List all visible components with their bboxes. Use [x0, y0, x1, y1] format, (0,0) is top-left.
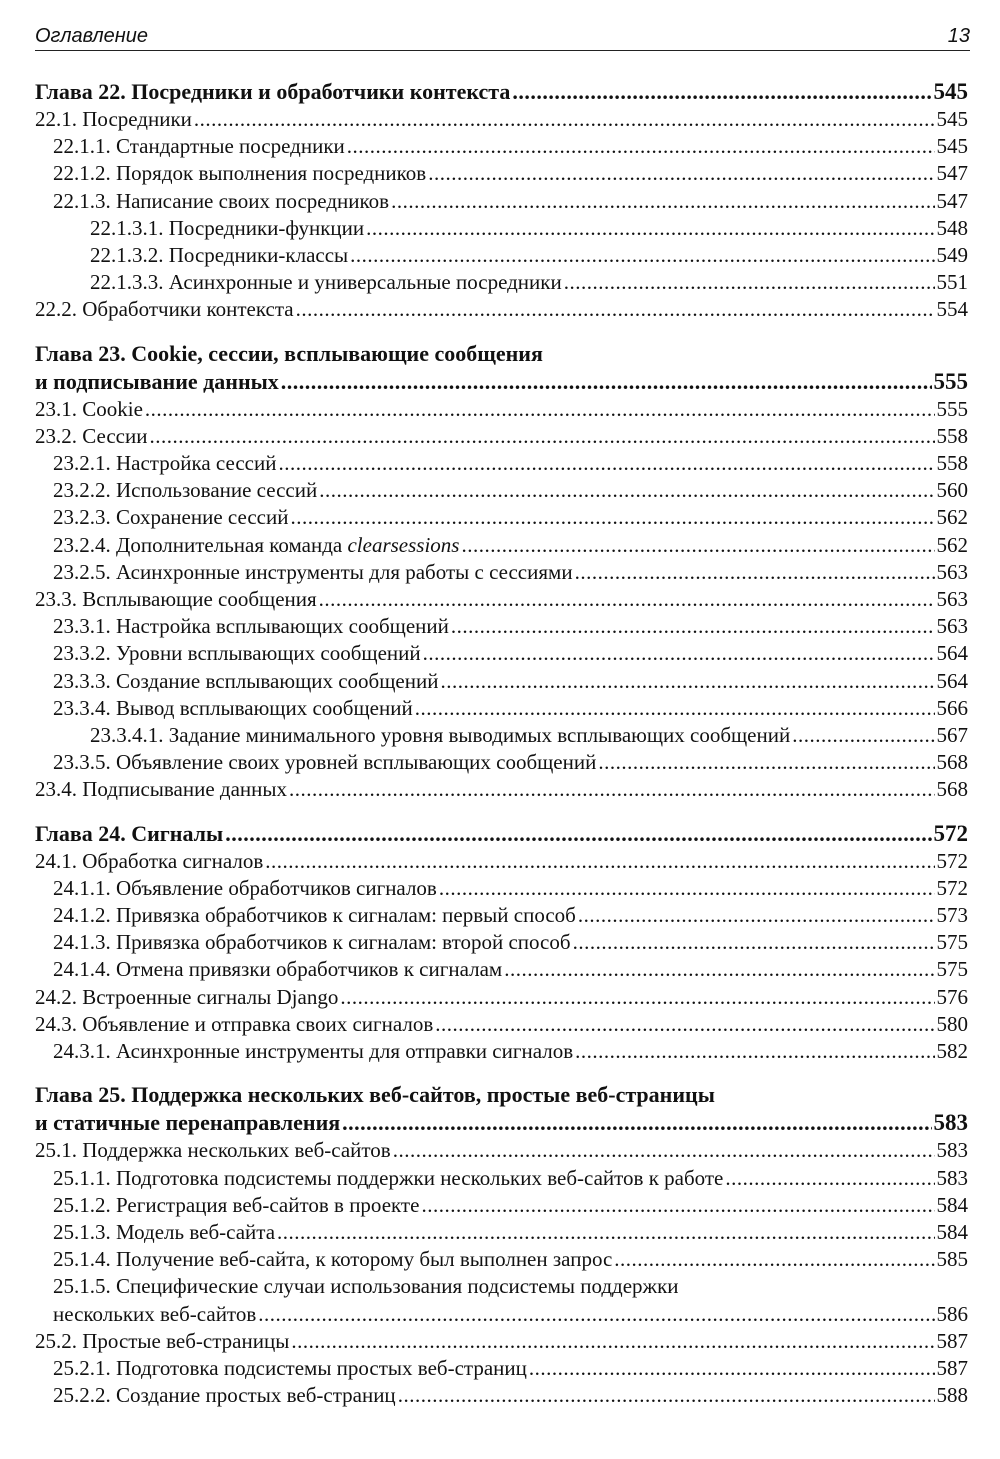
toc-entry-number: 23.2.3. [53, 505, 111, 530]
table-of-contents [35, 78, 968, 1425]
toc-entry-number: 22.1.3.1. [90, 215, 164, 240]
toc-entry-page-number: 549 [936, 243, 968, 268]
toc-entry-number: 23.3.4. [53, 695, 111, 720]
toc-entry-text: Обработчики контекста [82, 297, 294, 322]
toc-entry-title [90, 242, 348, 269]
toc-entry-number: 23.2.5. [53, 559, 111, 584]
toc-entry-page-number: 588 [936, 1383, 968, 1408]
toc-entry-number: 22.1. [35, 107, 77, 131]
running-header [35, 22, 970, 51]
dot-leader [347, 133, 935, 160]
toc-entry [35, 984, 968, 1011]
chapter-page-number: 583 [933, 1110, 968, 1136]
dot-leader [575, 1038, 934, 1065]
chapter-page-number: 555 [933, 368, 968, 394]
toc-entry-page-number: 572 [936, 875, 968, 900]
toc-entry-page-number: 584 [936, 1192, 968, 1217]
toc-entry-number: 23.2.4. [53, 532, 111, 557]
toc-entry [35, 450, 968, 477]
toc-entry-page-number: 563 [936, 587, 968, 612]
toc-entry-number: 24.1.1. [53, 875, 111, 900]
chapter-title [35, 1109, 968, 1137]
toc-entry-title [53, 504, 288, 531]
toc-entry-text: Простые веб-страницы [82, 1328, 290, 1353]
toc-entry [35, 396, 968, 423]
dot-leader [278, 450, 934, 477]
running-header-page-number: 13 [947, 25, 970, 47]
toc-entry-number: 23.3.5. [53, 750, 111, 775]
toc-entry-title [53, 160, 426, 187]
chapter-title-line [35, 340, 968, 368]
chapter-page-number: 572 [933, 820, 968, 846]
toc-entry-number: 25.1.5. [53, 1274, 111, 1299]
toc-entry-number: 24.1.3. [53, 930, 111, 955]
dot-leader [149, 423, 934, 450]
toc-entry-number: 22.1.2. [53, 161, 111, 186]
toc-entry-text: Асинхронные и универсальные посредники [168, 270, 562, 295]
toc-entry-number: 25.1.3. [53, 1219, 111, 1244]
toc-entry-title [35, 984, 338, 1011]
toc-entry-page-number: 587 [936, 1355, 968, 1380]
toc-entry-title [53, 1246, 612, 1273]
toc-entry-title [35, 1137, 391, 1164]
toc-entry-title [35, 106, 192, 133]
toc-entry-text: Поддержка нескольких веб-сайтов [82, 1138, 391, 1163]
toc-entry-text: Посредники-функции [168, 215, 365, 240]
toc-entry-text: Подготовка подсистемы простых веб-страниц [116, 1355, 527, 1380]
chapter-title-first-line: Глава 25. Поддержка нескольких веб-сайтов, простые веб-страницы [35, 1082, 715, 1108]
toc-entry-number: 25.1.4. [53, 1247, 111, 1272]
toc-entry [35, 504, 968, 531]
toc-entry-text: Привязка обработчиков к сигналам: первый способ [116, 903, 576, 928]
toc-entry-text: Асинхронные инструменты для работы с сессиями [116, 559, 573, 584]
dot-leader [194, 106, 935, 133]
dot-leader [391, 188, 934, 215]
toc-entry-title [35, 1328, 289, 1355]
toc-entry-number: 23.2. [35, 423, 77, 448]
toc-entry-page-number: 545 [936, 107, 968, 131]
toc-entry-number: 22.1.1. [53, 134, 111, 159]
dot-leader [578, 902, 935, 929]
toc-entry [35, 477, 968, 504]
dot-leader [439, 875, 935, 902]
toc-entry-number: 25.2. [35, 1328, 77, 1353]
toc-entry-text: Объявление обработчиков сигналов [116, 875, 437, 900]
toc-entry [35, 1137, 968, 1164]
toc-entry-title [53, 1219, 275, 1246]
toc-entry [35, 875, 968, 902]
toc-entry-text: Дополнительная команда [116, 532, 343, 557]
toc-entry-title [35, 848, 263, 875]
toc-entry [35, 106, 968, 133]
toc-entry [35, 296, 968, 323]
chapter-title-text: и подписывание данных [35, 368, 279, 394]
toc-entry-italic-term: clearsessions [347, 532, 460, 557]
toc-entry-number: 23.3.3. [53, 668, 111, 693]
toc-entry-title [35, 296, 294, 323]
toc-entry-text: Уровни всплывающих сообщений [116, 641, 421, 666]
toc-entry-page-number: 586 [936, 1301, 968, 1326]
toc-entry-number: 24.1. [35, 848, 77, 873]
toc-entry-title [35, 1011, 433, 1038]
toc-entry-text: Задание минимального уровня выводимых всплывающих сообщений [168, 723, 791, 748]
toc-entry-text: Написание своих посредников [116, 188, 390, 213]
toc-entry-title [53, 1038, 573, 1065]
dot-leader [366, 215, 934, 242]
toc-entry [35, 749, 968, 776]
toc-entry-page-number: 584 [936, 1219, 968, 1244]
dot-leader [393, 1137, 935, 1164]
dot-leader [725, 1165, 934, 1192]
toc-entry-number: 23.3.1. [53, 614, 111, 639]
toc-entry [35, 1192, 968, 1219]
toc-entry [35, 640, 968, 667]
toc-entry-title [53, 559, 573, 586]
dot-leader [423, 640, 935, 667]
dot-leader [435, 1011, 934, 1038]
toc-entry-page-number: 562 [936, 532, 968, 557]
toc-entry-title [53, 695, 413, 722]
toc-entry-page-number: 555 [936, 396, 968, 421]
toc-entry-page-number: 568 [936, 750, 968, 775]
chapter-title [35, 78, 968, 106]
toc-entry-page-number: 582 [936, 1039, 968, 1064]
chapter-title-text: Глава 22. Посредники и обработчики контекста [35, 79, 511, 104]
toc-entry-page-number: 576 [936, 984, 968, 1009]
toc-entry-number: 25.1.2. [53, 1192, 111, 1217]
dot-leader [461, 532, 934, 559]
toc-entry-number: 22.2. [35, 297, 77, 322]
toc-entry-title [90, 215, 364, 242]
toc-entry [35, 133, 968, 160]
dot-leader [792, 722, 934, 749]
toc-entry-page-number: 551 [936, 270, 968, 295]
dot-leader [529, 1355, 935, 1382]
dot-leader [277, 1219, 934, 1246]
dot-leader [564, 269, 935, 296]
toc-entry-page-number: 558 [936, 423, 968, 448]
toc-entry-number: 25.1. [35, 1138, 77, 1163]
toc-entry-number: 25.2.1. [53, 1355, 111, 1380]
dot-leader [440, 668, 934, 695]
toc-entry [35, 929, 968, 956]
toc-entry-page-number: 575 [936, 957, 968, 982]
dot-leader [398, 1382, 935, 1409]
dot-leader [350, 242, 934, 269]
toc-entry-number: 25.2.2. [53, 1383, 111, 1408]
toc-entry-number: 24.1.4. [53, 957, 111, 982]
toc-entry [35, 1301, 968, 1328]
toc-entry-text: Всплывающие сообщения [82, 587, 317, 612]
toc-entry-page-number: 547 [936, 188, 968, 213]
toc-entry-number: 23.2.1. [53, 451, 111, 476]
dot-leader [291, 1328, 934, 1355]
dot-leader [573, 929, 935, 956]
dot-leader [265, 848, 934, 875]
toc-entry [35, 269, 968, 296]
dot-leader [598, 749, 934, 776]
toc-entry-page-number: 567 [936, 723, 968, 748]
toc-entry-text: Посредники-классы [168, 243, 349, 268]
dot-leader [428, 160, 934, 187]
dot-leader [421, 1192, 934, 1219]
toc-entry [35, 215, 968, 242]
toc-entry-title [53, 133, 345, 160]
dot-leader [319, 586, 935, 613]
dot-leader [340, 984, 934, 1011]
toc-entry-title [53, 1192, 419, 1219]
toc-entry [35, 559, 968, 586]
toc-entry-text: Асинхронные инструменты для отправки сигналов [116, 1039, 574, 1064]
toc-entry-number: 24.2. [35, 984, 77, 1009]
toc-entry-text: Сохранение сессий [116, 505, 289, 530]
toc-entry-number: 23.2.2. [53, 478, 111, 503]
toc-entry-text: Порядок выполнения посредников [116, 161, 427, 186]
toc-entry-page-number: 572 [936, 848, 968, 873]
toc-entry-title [53, 477, 317, 504]
toc-entry-title [53, 1382, 396, 1409]
toc-entry-title [53, 1355, 527, 1382]
toc-entry [35, 188, 968, 215]
chapter-title-text: Глава 24. Сигналы [35, 820, 224, 846]
toc-entry [35, 668, 968, 695]
toc-entry-number: 23.3.4.1. [90, 723, 164, 748]
toc-entry-text: Подготовка подсистемы поддержки нескольких веб-сайтов к работе [116, 1165, 724, 1190]
toc-entry-text: Создание всплывающих сообщений [116, 668, 439, 693]
toc-entry-page-number: 545 [936, 134, 968, 159]
toc-entry-title [53, 532, 459, 559]
toc-entry-title [90, 269, 562, 296]
chapter-title-text: и статичные перенаправления [35, 1110, 341, 1136]
toc-entry [35, 613, 968, 640]
toc-entry [35, 722, 968, 749]
dot-leader [451, 613, 935, 640]
toc-entry [35, 776, 968, 803]
toc-entry-number: 25.1.1. [53, 1165, 111, 1190]
toc-entry [35, 1219, 968, 1246]
toc-entry-title [53, 875, 437, 902]
toc-entry-number: 22.1.3. [53, 188, 111, 213]
toc-entry-title [90, 722, 790, 749]
dot-leader [575, 559, 935, 586]
dot-leader [415, 695, 935, 722]
toc-entry [35, 1011, 968, 1038]
toc-entry [35, 532, 968, 559]
dot-leader [614, 1246, 934, 1273]
toc-entry [35, 242, 968, 269]
toc-entry [35, 160, 968, 187]
toc-entry-title [53, 613, 449, 640]
toc-entry-page-number: 566 [936, 695, 968, 720]
toc-entry-text: Подписывание данных [82, 777, 287, 802]
toc-entry-page-number: 547 [936, 161, 968, 186]
toc-entry-text: Стандартные посредники [116, 134, 345, 159]
toc-entry-title [53, 749, 596, 776]
toc-entry-number: 24.3.1. [53, 1039, 111, 1064]
toc-entry [35, 423, 968, 450]
chapter-title-line [35, 1081, 968, 1109]
toc-entry-title [53, 188, 389, 215]
toc-entry [35, 1038, 968, 1065]
toc-entry-text: Обработка сигналов [82, 848, 264, 873]
toc-entry-page-number: 560 [936, 478, 968, 503]
toc-entry-number: 23.3. [35, 587, 77, 612]
dot-leader [225, 820, 931, 848]
toc-entry [35, 1355, 968, 1382]
toc-entry-text: Встроенные сигналы Django [82, 984, 339, 1009]
dot-leader [512, 78, 931, 106]
toc-entry-page-number: 583 [936, 1165, 968, 1190]
dot-leader [504, 956, 934, 983]
chapter-section [35, 1081, 968, 1409]
toc-entry-text: Модель веб-сайта [116, 1219, 276, 1244]
dot-leader [319, 477, 934, 504]
toc-entry-text: Использование сессий [116, 478, 318, 503]
toc-entry [35, 848, 968, 875]
dot-leader [290, 504, 934, 531]
chapter-title [35, 368, 968, 396]
toc-entry-title [53, 902, 576, 929]
toc-entry [35, 902, 968, 929]
toc-entry-page-number: 563 [936, 559, 968, 584]
toc-entry-title [53, 1165, 723, 1192]
chapter-title [35, 820, 968, 848]
toc-entry-title [53, 450, 276, 477]
toc-entry-number: 23.4. [35, 777, 77, 802]
toc-entry-first-line [35, 1273, 968, 1300]
dot-leader [258, 1301, 934, 1328]
toc-entry-text: Настройка сессий [116, 451, 277, 476]
toc-entry-page-number: 585 [936, 1247, 968, 1272]
toc-entry-page-number: 573 [936, 903, 968, 928]
toc-entry-page-number: 554 [936, 297, 968, 322]
toc-entry-text: Отмена привязки обработчиков к сигналам [116, 957, 503, 982]
running-header-title: Оглавление [35, 25, 149, 47]
toc-entry-title [35, 586, 317, 613]
toc-entry-text: Привязка обработчиков к сигналам: второй способ [116, 930, 571, 955]
toc-entry-number: 22.1.3.2. [90, 243, 164, 268]
toc-entry-title [35, 423, 147, 450]
toc-entry-title [53, 640, 421, 667]
toc-entry-page-number: 562 [936, 505, 968, 530]
toc-entry [35, 695, 968, 722]
toc-entry-text: Создание простых веб-страниц [116, 1383, 396, 1408]
toc-entry-text: Получение веб-сайта, к которому был выполнен запрос [116, 1247, 613, 1272]
toc-entry-number: 24.3. [35, 1011, 77, 1036]
toc-entry-text: Вывод всплывающих сообщений [116, 695, 413, 720]
dot-leader [342, 1109, 931, 1137]
chapter-section [35, 78, 968, 324]
dot-leader [281, 368, 932, 396]
toc-entry-page-number: 563 [936, 614, 968, 639]
toc-entry-text: Настройка всплывающих сообщений [116, 614, 449, 639]
toc-entry [35, 1382, 968, 1409]
toc-entry-number: 23.1. [35, 396, 77, 421]
toc-entry-page-number: 575 [936, 930, 968, 955]
toc-entry-text: Объявление своих уровней всплывающих сообщений [116, 750, 597, 775]
toc-entry-number: 22.1.3.3. [90, 270, 164, 295]
toc-entry-text: Объявление и отправка своих сигналов [82, 1011, 434, 1036]
toc-entry-page-number: 583 [936, 1138, 968, 1163]
toc-entry-text: Регистрация веб-сайтов в проекте [116, 1192, 420, 1217]
toc-entry-page-number: 568 [936, 777, 968, 802]
toc-entry-text: Сессии [82, 423, 148, 448]
toc-entry-title [35, 396, 143, 423]
toc-entry-page-number: 580 [936, 1011, 968, 1036]
toc-entry-page-number: 558 [936, 451, 968, 476]
dot-leader [289, 776, 935, 803]
dot-leader [145, 396, 935, 423]
toc-entry-text: Cookie [82, 396, 143, 421]
toc-entry-text-continued: нескольких веб-сайтов [53, 1301, 257, 1326]
toc-entry [35, 586, 968, 613]
toc-entry [35, 1328, 968, 1355]
toc-entry-number: 24.1.2. [53, 903, 111, 928]
toc-entry [35, 956, 968, 983]
toc-entry-title [53, 668, 438, 695]
chapter-title-first-line: Глава 23. Cookie, сессии, всплывающие сообщения [35, 340, 543, 366]
toc-entry-page-number: 564 [936, 641, 968, 666]
chapter-section [35, 340, 968, 804]
chapter-section [35, 820, 968, 1066]
toc-entry-title [53, 929, 571, 956]
toc-entry-text: Посредники [82, 107, 192, 131]
toc-entry [35, 1246, 968, 1273]
toc-entry-title [35, 776, 287, 803]
dot-leader [296, 296, 935, 323]
toc-entry-title [53, 956, 502, 983]
toc-entry-number: 23.3.2. [53, 641, 111, 666]
toc-entry-page-number: 587 [936, 1328, 968, 1353]
toc-entry [35, 1165, 968, 1192]
toc-entry-text: Специфические случаи использования подсистемы поддержки [116, 1274, 679, 1299]
chapter-page-number: 545 [933, 79, 968, 104]
toc-entry-page-number: 548 [936, 215, 968, 240]
toc-entry-page-number: 564 [936, 668, 968, 693]
